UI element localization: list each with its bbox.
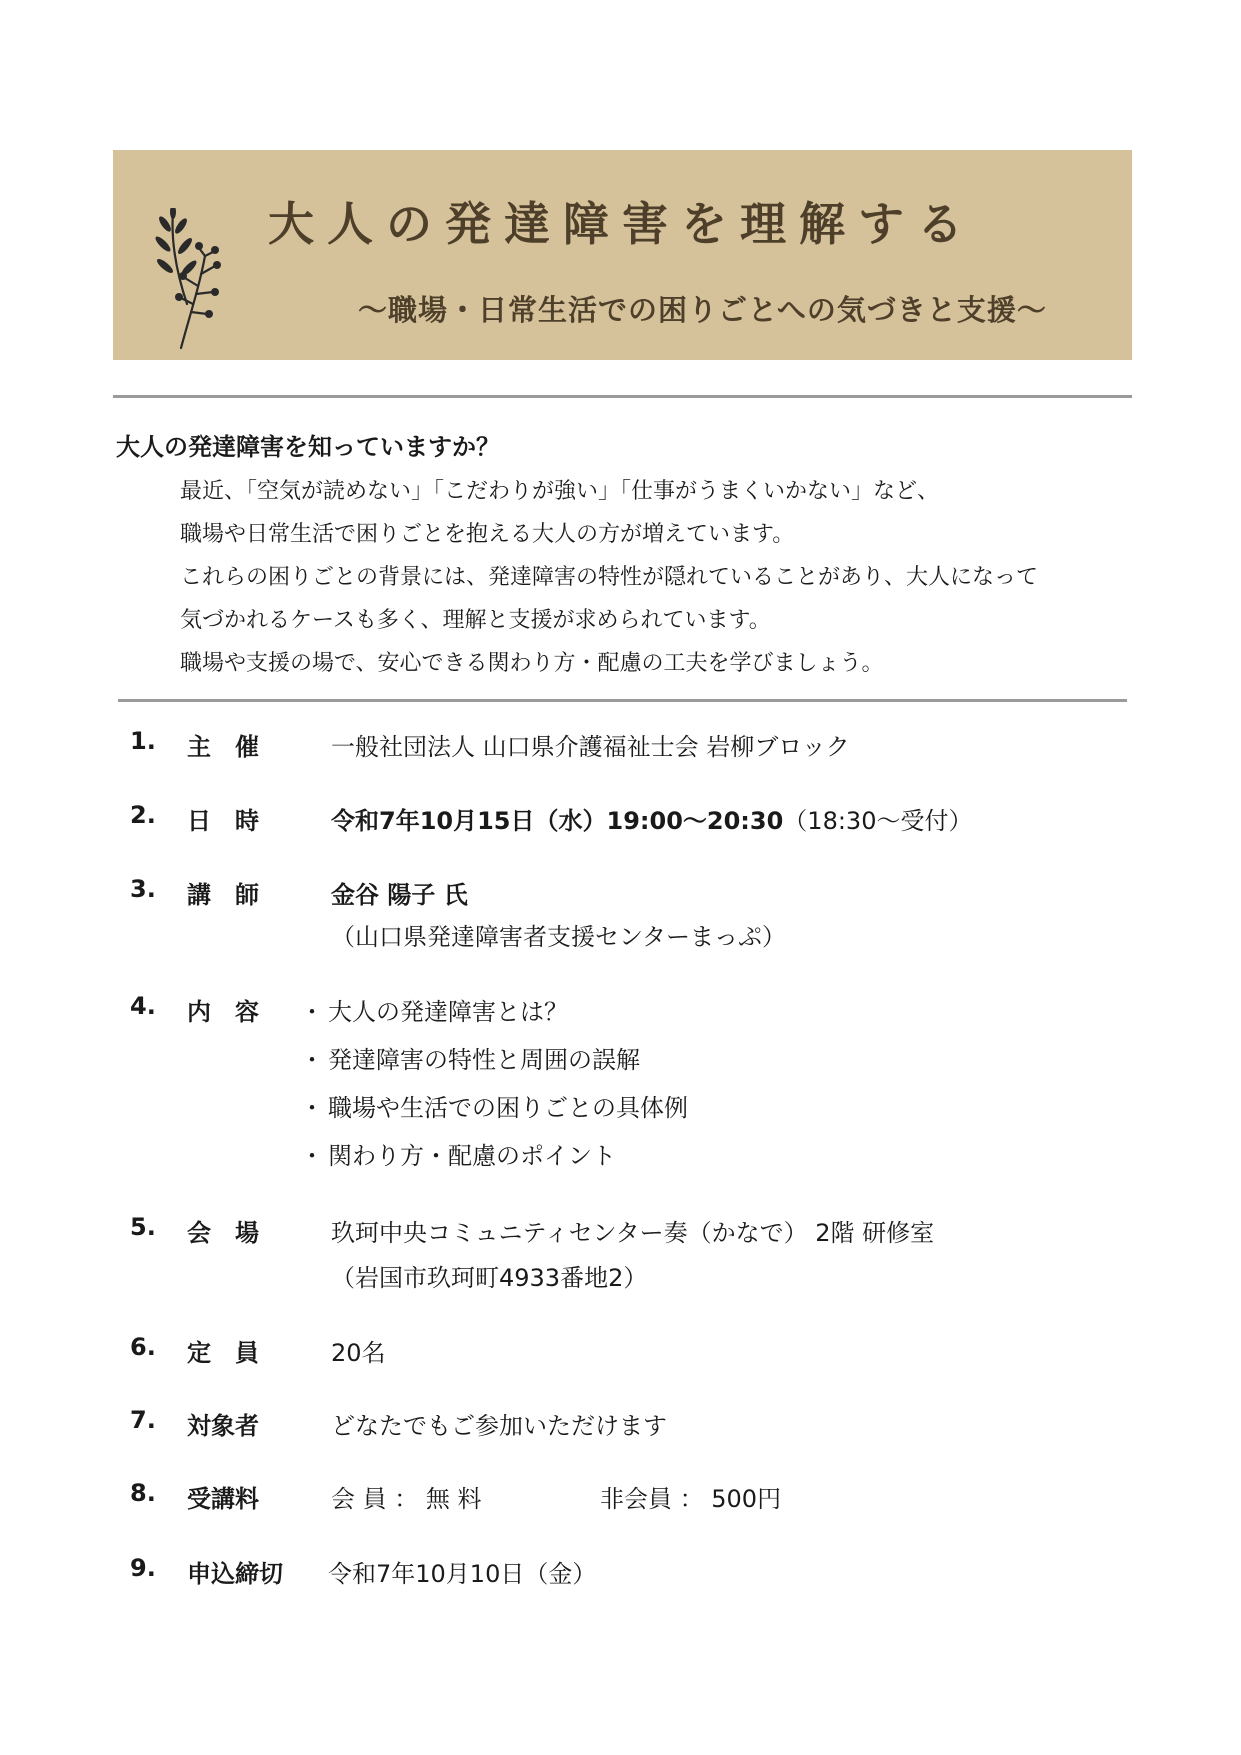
organizer-value: 一般社団法人 山口県介護福祉士会 岩柳ブロック — [331, 733, 850, 761]
datetime-value — [331, 801, 972, 836]
item-number: 8. — [130, 1479, 156, 1507]
lecturer-affiliation: （山口県発達障害者支援センターまっぷ） — [331, 923, 787, 951]
item-number: 9. — [130, 1554, 156, 1582]
intro-heading: 大人の発達障害を知っていますか？ — [116, 433, 500, 461]
page-subtitle: ～職場・日常生活での困りごとへの気づきと支援～ — [358, 293, 1047, 327]
venue-address: （岩国市玖珂町4933番地2） — [331, 1264, 648, 1292]
item-number: 2. — [130, 801, 156, 829]
item-label: 講 師 — [187, 881, 259, 909]
bullet: ・ — [300, 1142, 324, 1170]
lecturer-name: 金谷 陽子 氏 — [331, 881, 468, 909]
intro-line: 職場や日常生活で困りごとを抱える大人の方が増えています。 — [180, 522, 795, 547]
deadline-value: 令和7年10月10日（金） — [328, 1560, 597, 1588]
datetime-main: 令和7年10月15日（水）19:00～20:30 — [331, 807, 784, 835]
capacity-value: 20名 — [331, 1339, 386, 1367]
item-label: 内 容 — [187, 998, 259, 1026]
content-item: 発達障害の特性と周囲の誤解 — [328, 1046, 640, 1074]
item-label: 申込締切 — [187, 1560, 283, 1588]
item-number: 4. — [130, 992, 156, 1020]
content-item: 職場や生活での困りごとの具体例 — [328, 1094, 688, 1122]
header-banner — [113, 150, 1132, 360]
fee-member: 会 員 ： 無 料 — [331, 1485, 482, 1513]
intro-line: これらの困りごとの背景には、発達障害の特性が隠れていることがあり、大人になって — [180, 565, 1039, 590]
divider — [118, 699, 1127, 702]
item-number: 6. — [130, 1333, 156, 1361]
item-label: 受講料 — [187, 1485, 259, 1513]
content-item: 大人の発達障害とは？ — [328, 998, 568, 1026]
intro-line: 職場や支援の場で、安心できる関わり方・配慮の工夫を学びましょう。 — [180, 651, 884, 676]
bullet: ・ — [300, 1046, 324, 1074]
item-number: 5. — [130, 1213, 156, 1241]
reception-note: （18:30～受付） — [783, 807, 973, 835]
fee-nonmember: 非会員 ： 500円 — [600, 1485, 782, 1513]
bullet: ・ — [300, 1094, 324, 1122]
item-label: 定 員 — [187, 1339, 259, 1367]
item-number: 7. — [130, 1406, 156, 1434]
intro-line: 気づかれるケースも多く、理解と支援が求められています。 — [180, 608, 771, 633]
intro-line: 最近、「空気が読めない」「こだわりが強い」「仕事がうまくいかない」など、 — [180, 479, 940, 504]
page-title: 大人の発達障害を理解する — [268, 197, 976, 251]
item-label: 対象者 — [187, 1412, 259, 1440]
item-number: 3. — [130, 875, 156, 903]
divider — [113, 395, 1132, 398]
plant-sprig-icon — [135, 208, 235, 354]
item-number: 1. — [130, 727, 156, 755]
content-item: 関わり方・配慮のポイント — [328, 1142, 616, 1170]
bullet: ・ — [300, 998, 324, 1026]
venue-value: 玖珂中央コミュニティセンター奏（かなで） 2階 研修室 — [331, 1219, 935, 1247]
item-label: 主 催 — [187, 733, 259, 761]
audience-value: どなたでもご参加いただけます — [331, 1412, 667, 1440]
intro-paragraph — [180, 470, 1130, 685]
item-label: 日 時 — [187, 807, 259, 835]
item-label: 会 場 — [187, 1219, 259, 1247]
